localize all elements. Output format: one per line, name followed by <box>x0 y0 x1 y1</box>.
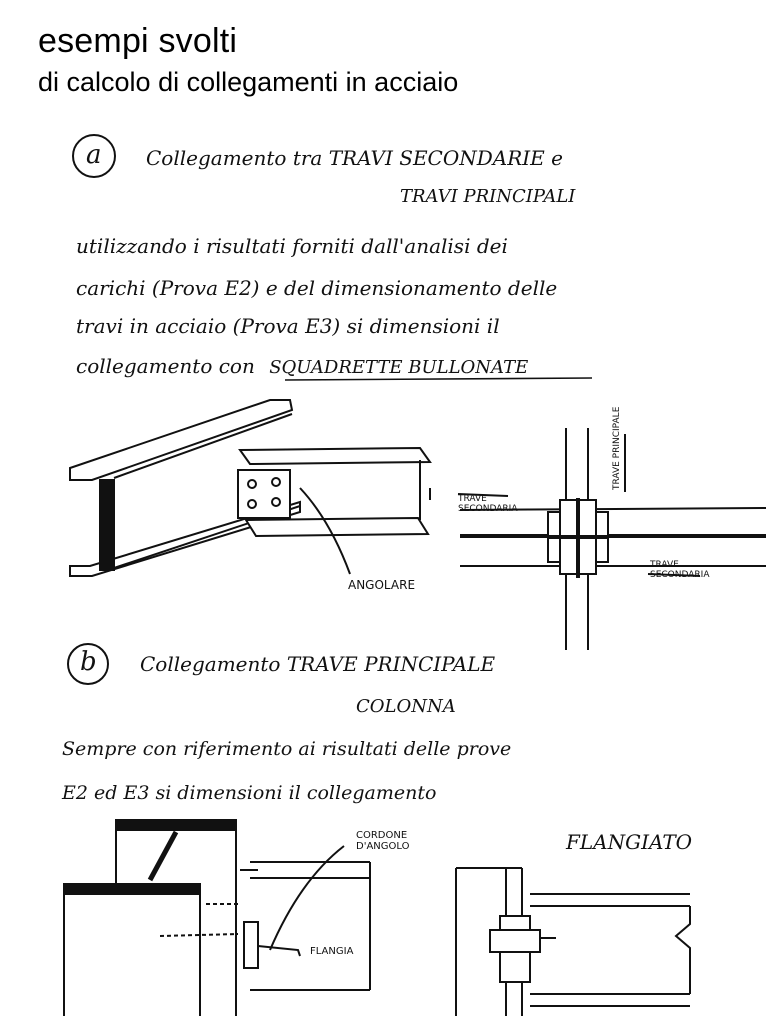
flangia-label: FLANGIA <box>310 946 354 957</box>
section-b-body-2: E2 ed E3 si dimensioni il collegamento <box>62 782 437 804</box>
section-a-heading-1: Collegamento tra TRAVI SECONDARIE e <box>146 146 563 170</box>
section-b-body-1: Sempre con riferimento ai risultati delle prove <box>62 738 512 760</box>
section-a-body-4-prefix: collegamento con <box>76 354 255 378</box>
flangiato-label: FLANGIATO <box>566 830 693 854</box>
section-b-heading-2: COLONNA <box>356 696 456 717</box>
ibeam-drawing <box>70 400 430 576</box>
trave-secondaria-right-label: TRAVE SECONDARIA <box>650 560 710 580</box>
cordone-label: CORDONE D'ANGOLO <box>356 830 410 852</box>
trave-principale-label: TRAVE PRINCIPALE <box>612 406 622 490</box>
flange-detail-drawing <box>456 868 690 1016</box>
page-subtitle: di calcolo di collegamenti in acciaio <box>38 67 459 97</box>
angolare-label: ANGOLARE <box>348 578 416 592</box>
section-a-body-4 <box>76 354 528 378</box>
section-b-marker: b <box>80 647 97 677</box>
section-a-body-2: carichi (Prova E2) e del dimensionamento delle <box>76 276 558 300</box>
page-title: esempi svolti <box>38 22 238 60</box>
section-a-marker: a <box>86 140 102 170</box>
section-b-heading-1: Collegamento TRAVE PRINCIPALE <box>140 652 496 676</box>
section-a-body-1: utilizzando i risultati forniti dall'analisi dei <box>76 234 508 258</box>
squadrette-bullonate-label: SQUADRETTE BULLONATE <box>269 357 529 378</box>
column-beam-drawing <box>64 820 370 1016</box>
section-a-body-3: travi in acciaio (Prova E3) si dimensioni il <box>76 314 500 338</box>
trave-secondaria-left-label: TRAVE SECONDARIA <box>458 494 518 514</box>
section-a-heading-2: TRAVI PRINCIPALI <box>400 186 576 207</box>
